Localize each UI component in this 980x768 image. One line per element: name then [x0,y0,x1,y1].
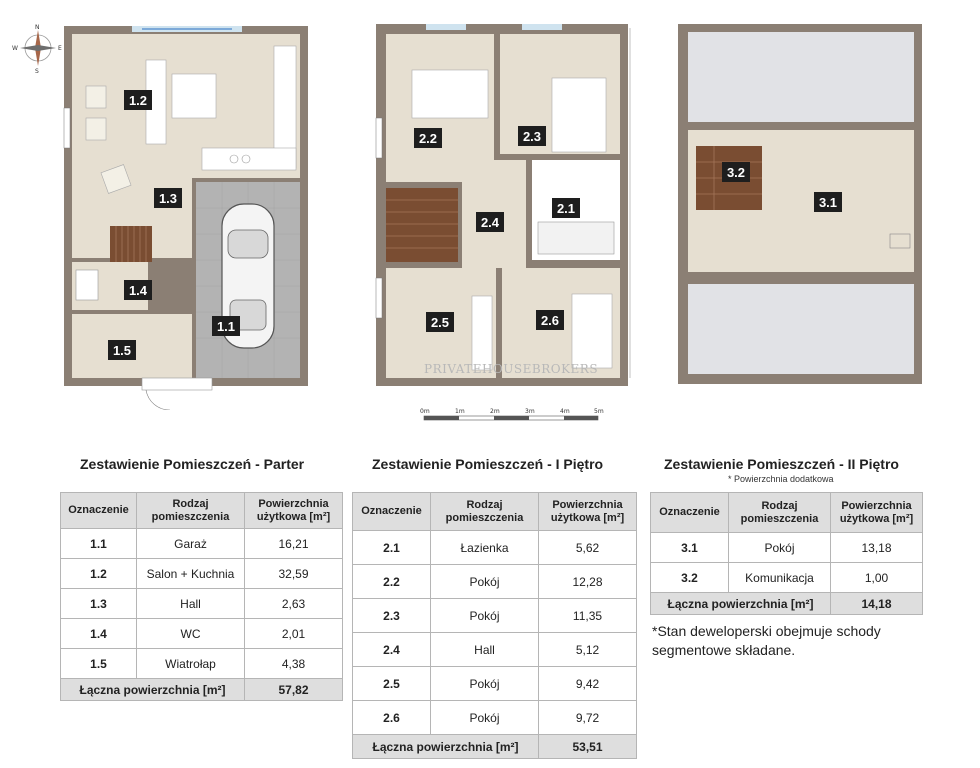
stairs-note [652,622,881,660]
header-designation: Oznaczenie [651,493,729,533]
table-row: 3.2 Komunikacja 1,00 [651,563,923,593]
table-row: 1.2 Salon + Kuchnia 32,59 [61,559,343,589]
room-label-1-4 [124,280,152,300]
table-row: 1.1 Garaż 16,21 [61,529,343,559]
watermark-text: PRIVATEHOUSEBROKERS [424,362,599,376]
scale-tick-1: 1m [455,408,465,415]
compass-e: E [58,45,62,52]
svg-text:1.4: 1.4 [128,283,148,298]
second-table-title: Zestawienie Pomieszczeń - II Piętro [664,456,899,472]
header-area: Powierzchnia użytkowa [m²] [245,493,343,529]
room-label-1-1 [212,316,240,336]
room-label-3-1 [814,192,842,212]
room-label-2-5 [426,312,454,332]
svg-text:2.1: 2.1 [556,201,576,216]
header-room-type: Rodzaj pomieszczenia [137,493,245,529]
stairs-note-line-2: segmentowe składane. [652,642,796,658]
first-floor-plan [372,18,638,430]
table-row: 1.5 Wiatrołap 4,38 [61,649,343,679]
header-area: Powierzchnia użytkowa [m²] [539,493,637,531]
scale-tick-2: 2m [490,408,500,415]
svg-text:2.3: 2.3 [522,129,542,144]
svg-text:3.2: 3.2 [726,165,746,180]
stairs-note-line-1: *Stan deweloperski obejmuje schody [652,623,881,639]
table-row: 2.2 Pokój 12,28 [353,565,637,599]
table-row: 1.3 Hall 2,63 [61,589,343,619]
room-label-2-2 [414,128,442,148]
table-row: 2.5 Pokój 9,42 [353,667,637,701]
room-label-1-3 [154,188,182,208]
room-label-2-4 [476,212,504,232]
compass-n: N [35,24,40,31]
room-label-1-2 [124,90,152,110]
svg-text:1.1: 1.1 [216,319,236,334]
ground-floor-plan [62,18,310,410]
svg-text:1.2: 1.2 [128,93,148,108]
compass-s: S [35,68,39,74]
table-total-row: Łączna powierzchnia [m²] 53,51 [353,735,637,759]
second-table-subtitle: * Powierzchnia dodatkowa [728,474,834,484]
room-label-2-1 [552,198,580,218]
table-total-row: Łączna powierzchnia [m²] 14,18 [651,593,923,615]
room-label-3-2 [722,162,750,182]
table-row: 3.1 Pokój 13,18 [651,533,923,563]
room-label-1-5 [108,340,136,360]
svg-text:2.2: 2.2 [418,131,438,146]
scale-tick-0: 0m [420,408,430,415]
scale-tick-4: 4m [560,408,570,415]
scale-tick-3: 3m [525,408,535,415]
room-label-2-3 [518,126,546,146]
table-row: 2.1 Łazienka 5,62 [353,531,637,565]
first-table-title: Zestawienie Pomieszczeń - I Piętro [372,456,604,472]
header-area: Powierzchnia użytkowa [m²] [831,493,923,533]
compass [12,22,64,74]
svg-text:2.4: 2.4 [480,215,500,230]
header-room-type: Rodzaj pomieszczenia [729,493,831,533]
table-row: 2.3 Pokój 11,35 [353,599,637,633]
header-designation: Oznaczenie [353,493,431,531]
scale-bar [420,408,604,420]
svg-text:3.1: 3.1 [818,195,838,210]
svg-text:1.5: 1.5 [112,343,132,358]
svg-text:1.3: 1.3 [158,191,178,206]
table-row: 1.4 WC 2,01 [61,619,343,649]
table-row: 2.4 Hall 5,12 [353,633,637,667]
ground-rooms-table [60,492,343,701]
second-rooms-table [650,492,923,615]
header-room-type: Rodzaj pomieszczenia [431,493,539,531]
first-rooms-table [352,492,637,759]
table-row: 2.6 Pokój 9,72 [353,701,637,735]
scale-tick-5: 5m [594,408,604,415]
compass-w: W [12,45,18,52]
header-designation: Oznaczenie [61,493,137,529]
second-floor-plan [674,18,926,388]
svg-text:2.6: 2.6 [540,313,560,328]
ground-table-title: Zestawienie Pomieszczeń - Parter [80,456,305,472]
room-label-2-6 [536,310,564,330]
table-total-row: Łączna powierzchnia [m²] 57,82 [61,679,343,701]
svg-text:2.5: 2.5 [430,315,450,330]
